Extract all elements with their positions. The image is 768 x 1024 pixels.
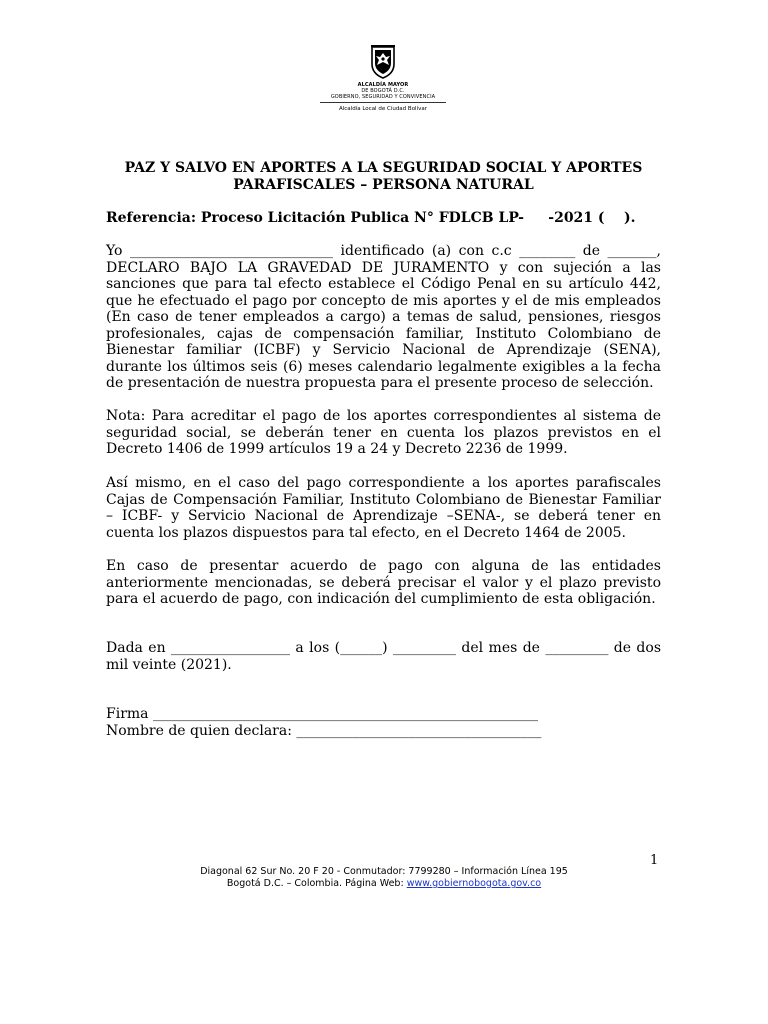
declaration-paragraph: Yo _____________________________ identificado (a) con c.c ________ de _______, DECLARO BAJO LA GRAVEDAD DE JURAMENTO y con sujeción a las sanciones que para tal efecto establece el Código Penal en su artículo 442, que he efectuado el pago por concepto de mis aportes y el de mis empleados (En caso de tener empleados a cargo) a temas de salud, pensiones, riesgos profesionales, cajas de compensación familiar, Instituto Colombiano de Bienestar familiar (ICBF) y Servicio Nacional de Aprendizaje (SENA), durante los últimos seis (6) meses calendario legalmente exigibles a la fecha de presentación de nuestra propuesta para el presente proceso de selección.: [106, 243, 661, 391]
footer: [160, 866, 608, 890]
coat-of-arms-icon: [368, 44, 398, 80]
payment-agreement-paragraph: En caso de presentar acuerdo de pago con alguna de las entidades anteriormente mencionadas, se deberá precisar el valor y el plazo previsto para el acuerdo de pago, con indicación del cumplimiento de esta obligación.: [106, 558, 661, 607]
website-link[interactable]: www.gobiernobogota.gov.co: [406, 878, 542, 889]
title-line-2: PARAFISCALES – PERSONA NATURAL: [233, 177, 534, 193]
note-paragraph: Nota: Para acreditar el pago de los aportes correspondientes al sistema de seguridad social, se deberán tener en cuenta los plazos previstos en el Decreto 1406 de 1999 artículos 19 a 24 y Decreto 2236 de 1999.: [106, 408, 661, 457]
date-place-paragraph: Dada en _________________ a los (______) _________ del mes de _________ de dos mil veinte (2021).: [106, 640, 661, 673]
letterhead: [320, 44, 446, 112]
footer-location: Bogotá D.C. – Colombia. Página Web:: [226, 878, 407, 889]
header-divider: [320, 102, 446, 103]
document-title: [106, 160, 661, 194]
title-line-1: PAZ Y SALVO EN APORTES A LA SEGURIDAD SOCIAL Y APORTES: [124, 160, 643, 176]
declarant-name-line: Nombre de quien declara: ___________________________________: [106, 723, 542, 739]
parafiscal-paragraph: Así mismo, en el caso del pago correspondiente a los aportes parafiscales Cajas de Compensación Familiar, Instituto Colombiano de Bienestar Familiar – ICBF- y Servicio Nacional de Aprendizaje –SENA-, se deberá tener en cuenta los plazos dispuestos para tal efecto, en el Decreto 1464 de 2005.: [106, 475, 661, 541]
footer-address: Diagonal 62 Sur No. 20 F 20 - Conmutador: 7799280 – Información Línea 195: [200, 866, 568, 877]
footer-contact-line: [160, 878, 608, 890]
entity-name-line3: GOBIERNO, SEGURIDAD Y CONVIVENCIA: [330, 94, 436, 100]
reference-line: Referencia: Proceso Licitación Publica N° FDLCB LP- -2021 ( ).: [106, 210, 636, 226]
entity-name-line1: ALCALDÍA MAYOR: [357, 82, 409, 88]
signature-line: Firma _______________________________________________________: [106, 706, 538, 722]
page-number: 1: [650, 853, 659, 868]
local-office-name: Alcaldía Local de Ciudad Bolívar: [338, 106, 427, 112]
entity-name-line2: DE BOGOTÁ D.C.: [361, 88, 405, 94]
